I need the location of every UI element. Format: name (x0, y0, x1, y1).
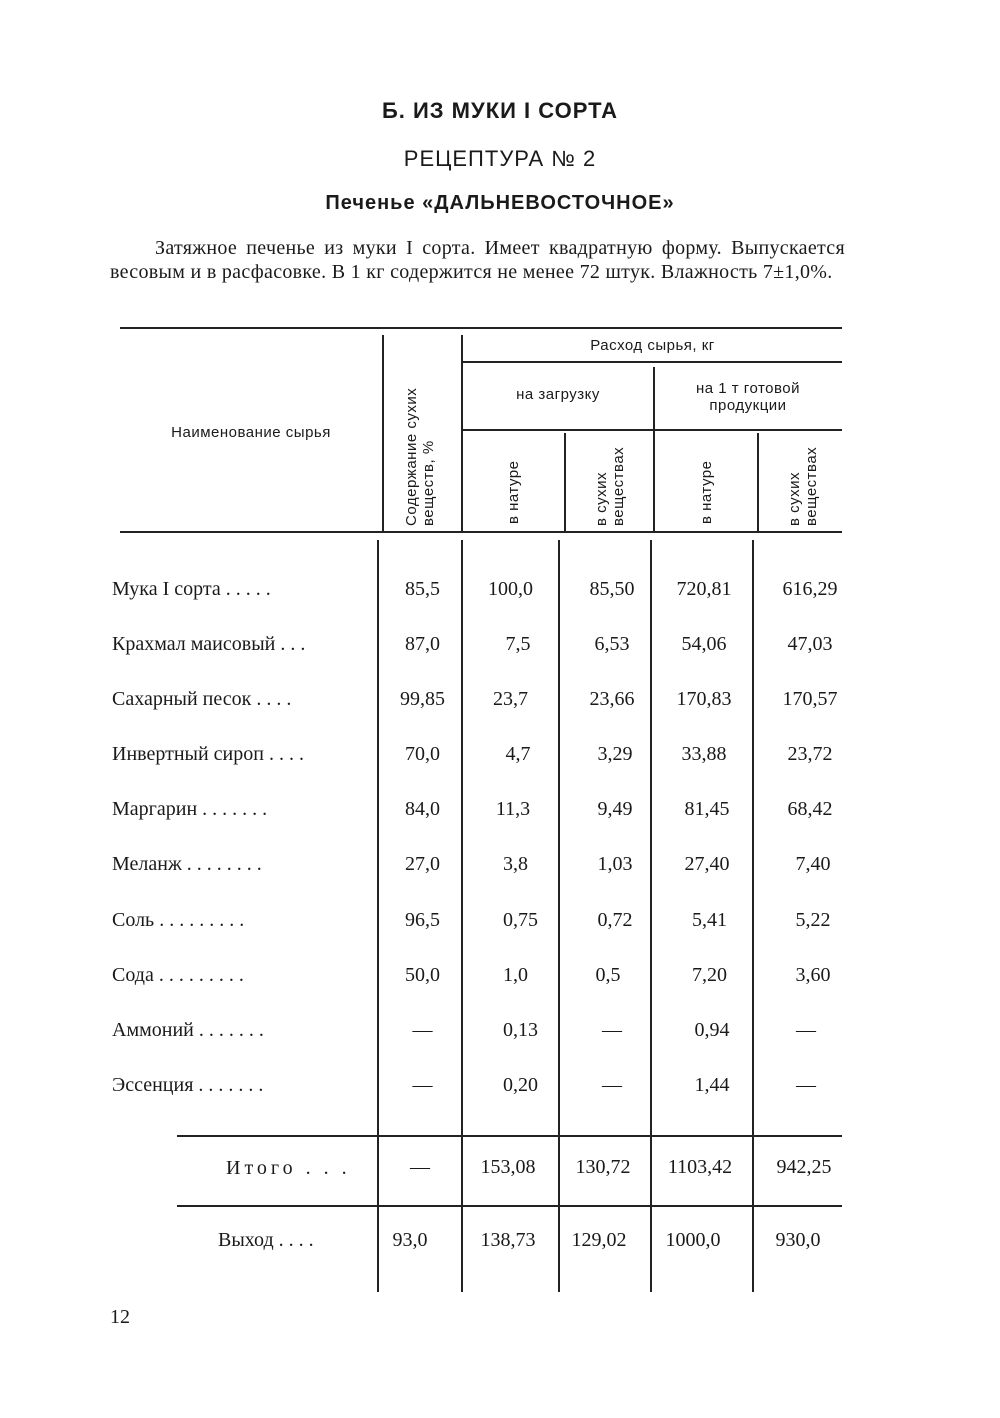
row-load-raw: 0,20 (503, 1074, 538, 1096)
row-load-raw: 11,3 (495, 798, 531, 820)
row-name: Маргарин . . . . . . . (112, 798, 268, 820)
row-load-dry: 9,49 (597, 798, 633, 820)
row-name: Сахарный песок . . . . (112, 688, 292, 710)
row-dry-content: 99,85 (400, 688, 445, 710)
row-ton-dry: 7,40 (795, 853, 831, 875)
row-ton-dry: — (796, 1019, 816, 1041)
header-name: Наименование сырья (171, 424, 331, 441)
row-ton-raw: 170,83 (676, 688, 732, 710)
column-divider-load (564, 433, 566, 531)
row-ton-dry: 170,57 (782, 688, 838, 710)
header-load-dry: в сухих веществах (593, 446, 627, 526)
header-ton-dry: в сухих веществах (786, 446, 820, 526)
header-dry-content: Содержание сухих веществ, % (403, 387, 437, 526)
row-name: Инвертный сироп . . . . (112, 743, 304, 765)
row-ton-raw: 1,44 (694, 1074, 730, 1096)
row-dry-content: 85,5 (405, 578, 440, 600)
row-dry-content: 50,0 (405, 964, 440, 986)
row-load-dry: — (602, 1074, 622, 1096)
total-bottom-rule (177, 1205, 842, 1207)
row-dry-content: 27,0 (405, 853, 440, 875)
row-dry-content: 96,5 (405, 909, 440, 931)
row-dry-content: 84,0 (405, 798, 440, 820)
row-name: Соль . . . . . . . . . (112, 909, 245, 931)
row-load-raw: 23,7 (493, 688, 528, 710)
row-name: Крахмал маисовый . . . (112, 633, 306, 655)
row-load-dry: 1,03 (597, 853, 633, 875)
total-ton-dry: 942,25 (776, 1156, 832, 1178)
row-ton-dry: — (796, 1074, 816, 1096)
consumption-header-rule (463, 361, 842, 363)
total-load-raw: 153,08 (480, 1156, 536, 1178)
header-per-ton: на 1 т готовой продукции (695, 380, 801, 414)
row-dry-content: — (412, 1074, 433, 1096)
row-ton-dry: 5,22 (795, 909, 831, 931)
total-ton-raw: 1103,42 (667, 1156, 733, 1178)
recipe-number: РЕЦЕПТУРА № 2 (403, 146, 597, 171)
header-ton-raw: в натуре (698, 460, 715, 524)
row-dry-content: 87,0 (405, 633, 440, 655)
row-ton-raw: 0,94 (694, 1019, 730, 1041)
column-divider-dry (461, 335, 463, 531)
row-ton-dry: 47,03 (787, 633, 833, 655)
header-load-raw: в натуре (505, 460, 522, 524)
output-load-raw: 138,73 (480, 1229, 536, 1251)
row-name: Аммоний . . . . . . . (112, 1019, 264, 1041)
row-ton-raw: 33,88 (681, 743, 727, 765)
row-ton-raw: 27,40 (684, 853, 730, 875)
output-load-dry: 129,02 (571, 1229, 627, 1251)
row-load-dry: — (602, 1019, 622, 1041)
row-load-raw: 4,7 (505, 743, 531, 765)
product-title: Печенье «ДАЛЬНЕВОСТОЧНОЕ» (325, 192, 675, 214)
table-top-rule (120, 327, 842, 329)
intro-paragraph: Затяжное печенье из муки I сорта. Имеет квадратную форму. Выпускается весовым и в расфасовке. В 1 кг содержится не менее 72 штук. Влажность 7±1,0%. (110, 237, 845, 283)
row-ton-dry: 616,29 (782, 578, 838, 600)
row-name: Сода . . . . . . . . . (112, 964, 244, 986)
column-divider-name (382, 335, 384, 531)
total-dry-content: — (410, 1156, 430, 1178)
row-load-raw: 1,0 (503, 964, 528, 986)
row-dry-content: — (412, 1019, 433, 1041)
row-load-dry: 23,66 (589, 688, 635, 710)
header-bottom-rule (120, 531, 842, 533)
row-dry-content: 70,0 (405, 743, 440, 765)
row-name: Меланж . . . . . . . . (112, 853, 262, 875)
row-load-raw: 0,75 (503, 909, 538, 931)
total-load-dry: 130,72 (575, 1156, 631, 1178)
output-ton-dry: 930,0 (775, 1229, 821, 1251)
row-ton-raw: 7,20 (692, 964, 727, 986)
total-top-rule (177, 1135, 842, 1137)
row-ton-dry: 23,72 (787, 743, 833, 765)
output-dry-content: 93,0 (392, 1229, 428, 1251)
output-label: Выход . . . . (218, 1229, 314, 1251)
column-divider-ton-dry (757, 433, 759, 531)
row-name: Эссенция . . . . . . . (112, 1074, 264, 1096)
row-ton-raw: 720,81 (676, 578, 732, 600)
body-divider-name (377, 540, 379, 1292)
page-number: 12 (110, 1306, 130, 1328)
row-name: Мука I сорта . . . . . (112, 578, 271, 600)
row-ton-dry: 3,60 (795, 964, 831, 986)
row-load-raw: 7,5 (505, 633, 531, 655)
row-load-dry: 0,72 (597, 909, 633, 931)
header-load: на загрузку (516, 386, 600, 403)
row-ton-raw: 5,41 (692, 909, 727, 931)
column-divider-ton (653, 367, 655, 531)
row-load-dry: 85,50 (589, 578, 635, 600)
row-load-dry: 3,29 (597, 743, 633, 765)
row-load-raw: 100,0 (488, 578, 533, 600)
row-ton-raw: 81,45 (684, 798, 730, 820)
row-load-dry: 0,5 (595, 964, 621, 986)
row-load-raw: 3,8 (503, 853, 528, 875)
output-ton-raw: 1000,0 (665, 1229, 721, 1251)
row-ton-raw: 54,06 (681, 633, 727, 655)
row-load-raw: 0,13 (503, 1019, 538, 1041)
row-ton-dry: 68,42 (787, 798, 833, 820)
total-label: Итого . . . (226, 1157, 351, 1179)
row-load-dry: 6,53 (594, 633, 630, 655)
header-consumption: Расход сырья, кг (590, 337, 715, 354)
section-title: Б. ИЗ МУКИ I СОРТА (381, 98, 619, 123)
